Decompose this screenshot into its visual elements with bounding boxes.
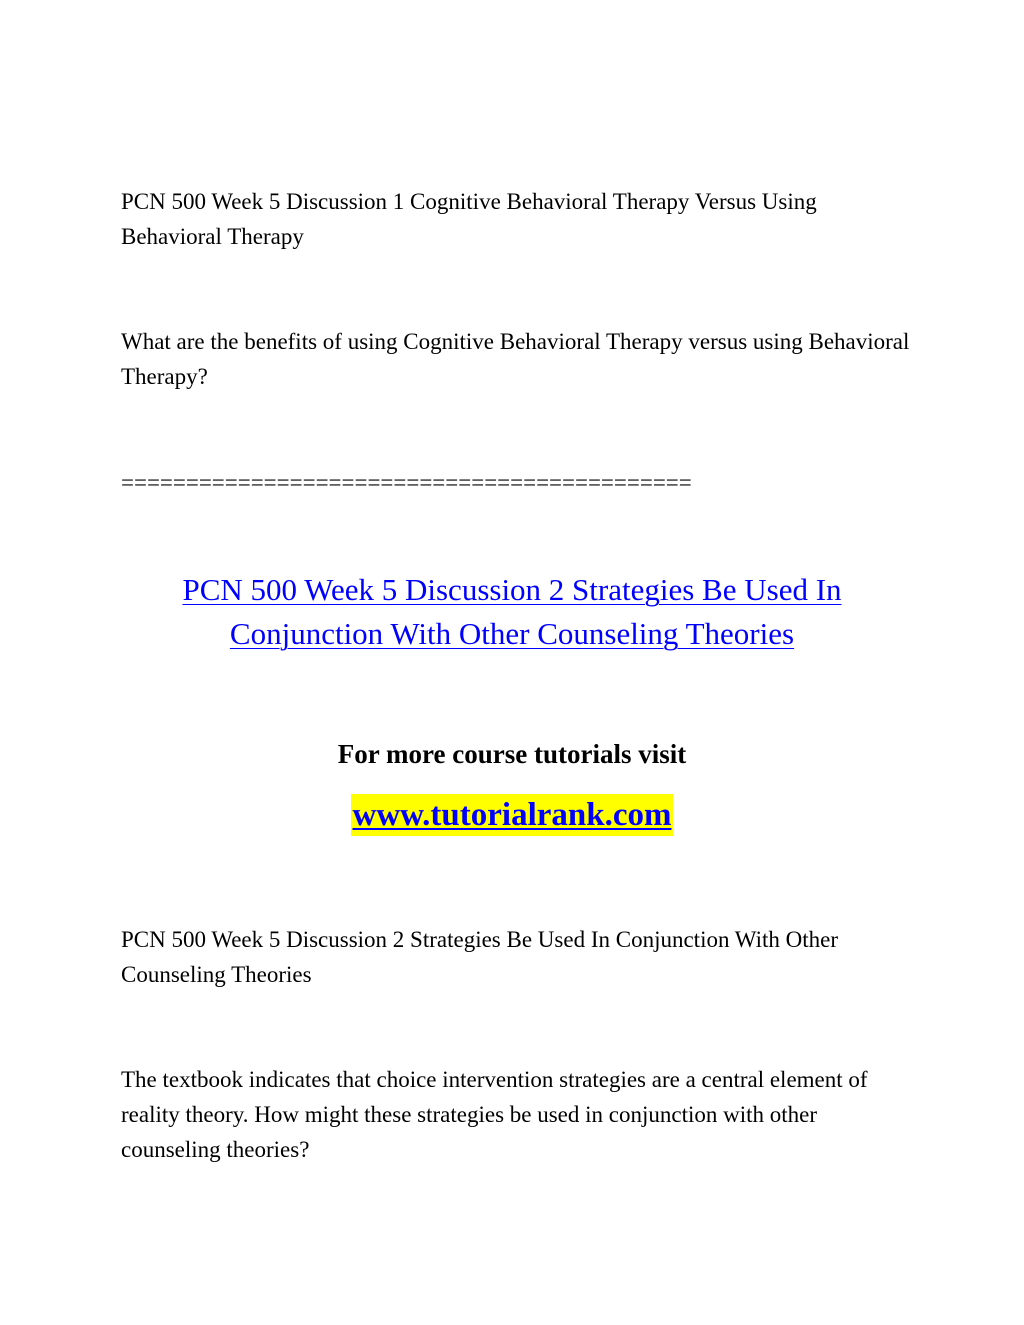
discussion-2-question: The textbook indicates that choice intervention strategies are a central element of reality theory. How might these strategies be used in conjunction with other counseling theories? [121,1067,868,1162]
discussion-1-question: What are the benefits of using Cognitive Behavioral Therapy versus using Behavioral Therapy? [121,329,910,389]
discussion-2-title: PCN 500 Week 5 Discussion 2 Strategies Be Used In Conjunction With Other Counseling Theories [121,927,838,987]
discussion-2-heading-link[interactable]: PCN 500 Week 5 Discussion 2 Strategies Be Used In Conjunction With Other Counseling Theories [182,572,842,651]
visit-text: For more course tutorials visit [337,739,687,769]
discussion-1-title: PCN 500 Week 5 Discussion 1 Cognitive Behavioral Therapy Versus Using Behavioral Therapy [121,189,817,249]
separator-line: ============================================ [121,470,692,495]
site-link-wrapper [0,794,1024,836]
tutorialrank-link[interactable]: www.tutorialrank.com [351,794,674,836]
